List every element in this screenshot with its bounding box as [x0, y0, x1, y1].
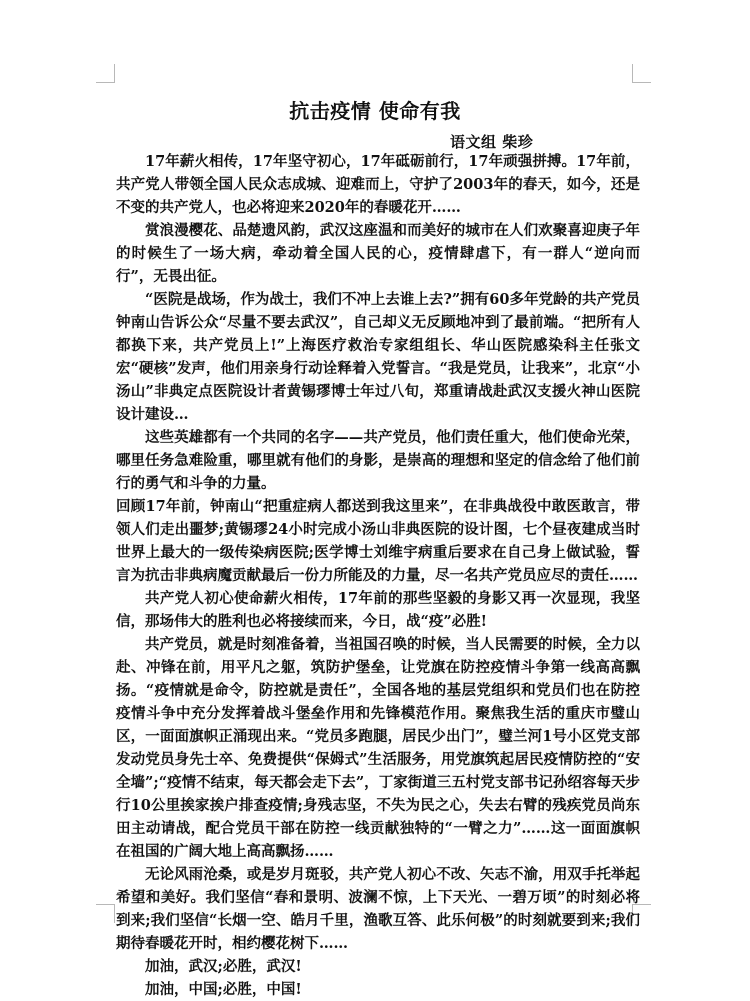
- document-author: 语文组 柴珍: [450, 133, 534, 151]
- paragraph: 17年薪火相传，17年坚守初心，17年砥砺前行，17年顽强拼搏。17年前，共产党人带领全国人民众志成城、迎难而上，守护了2003年的春天，如今，还是不变的共产党人，也必将迎来2020年的春暖花开……: [116, 153, 640, 216]
- paragraph: 共产党人初心使命薪火相传，17年前的那些坚毅的身影又再一次显现，我坚信，那场伟大的胜利也必将接续而来，今日，战“疫”必胜!: [116, 590, 640, 630]
- crop-mark-bottom-left: [96, 904, 115, 923]
- crop-mark-top-right: [632, 64, 651, 83]
- document-body: [116, 150, 640, 1001]
- document-title: 抗击疫情 使命有我: [289, 99, 461, 123]
- paragraph: 回顾17年前，钟南山“把重症病人都送到我这里来”，在非典战役中敢医敢言，带领人们走出噩梦;黄锡璆24小时完成小汤山非典医院的设计图，七个昼夜建成当时世界上最大的一级传染病医院;医学博士刘维宇病重后要求在自己身上做试验，誓言为抗击非典病魔贡献最后一份力所能及的力量，尽一名共产党员应尽的责任……: [116, 498, 640, 584]
- paragraph: 共产党员，就是时刻准备着，当祖国召唤的时候，当人民需要的时候，全力以赴、冲锋在前，用平凡之躯，筑防护堡垒，让党旗在防控疫情斗争第一线高高飘扬。“疫情就是命令，防控就是责任”，全国各地的基层党组织和党员们也在防控疫情斗争中充分发挥着战斗堡垒作用和先锋模范作用。聚焦我生活的重庆市璧山区，一面面旗帜正涌现出来。“党员多跑腿，居民少出门”，璧兰河1号小区党支部发动党员身先士卒、免费提供“保姆式”生活服务，用党旗筑起居民疫情防控的“安全墙”;“疫情不结束，每天都会走下去”，丁家街道三五村党支部书记孙绍容每天步行10公里挨家挨户排查疫情;身残志坚，不失为民之心，失去右臂的残疾党员尚东田主动请战，配合党员干部在防控一线贡献独特的“一臂之力”……这一面面旗帜在祖国的广阔大地上高高飘扬……: [116, 636, 640, 860]
- paragraph: “医院是战场，作为战士，我们不冲上去谁上去?”拥有60多年党龄的共产党员钟南山告诉公众“尽量不要去武汉”，自己却义无反顾地冲到了最前端。“把所有人都换下来，共产党员上!”上海医疗救治专家组组长、华山医院感染科主任张文宏“硬核”发声，他们用亲身行动诠释着入党誓言。“我是党员，让我来”，北京“小汤山”非典定点医院设计者黄锡璆博士年过八旬，郑重请战赴武汉支援火神山医院设计建设…: [116, 291, 640, 423]
- paragraph: 这些英雄都有一个共同的名字——共产党员，他们责任重大，他们使命光荣，哪里任务急难险重，哪里就有他们的身影，是崇高的理想和坚定的信念给了他们前行的勇气和斗争的力量。: [116, 429, 640, 492]
- paragraph: 无论风雨沧桑，或是岁月斑驳，共产党人初心不改、矢志不渝，用双手托举起希望和美好。我们坚信“春和景明、波澜不惊，上下天光、一碧万顷”的时刻必将到来;我们坚信“长烟一空、皓月千里，渔歌互答、此乐何极”的时刻就要到来;我们期待春暖花开时，相约樱花树下……: [116, 866, 640, 952]
- crop-mark-top-left: [96, 64, 115, 83]
- paragraph: 赏浪漫樱花、品楚遗风韵，武汉这座温和而美好的城市在人们欢聚喜迎庚子年的时候生了一场大病，牵动着全国人民的心，疫情肆虐下，有一群人“逆向而行”，无畏出征。: [116, 222, 640, 285]
- paragraph: 加油，中国;必胜，中国!: [145, 981, 302, 998]
- paragraph: 加油，武汉;必胜，武汉!: [145, 958, 302, 975]
